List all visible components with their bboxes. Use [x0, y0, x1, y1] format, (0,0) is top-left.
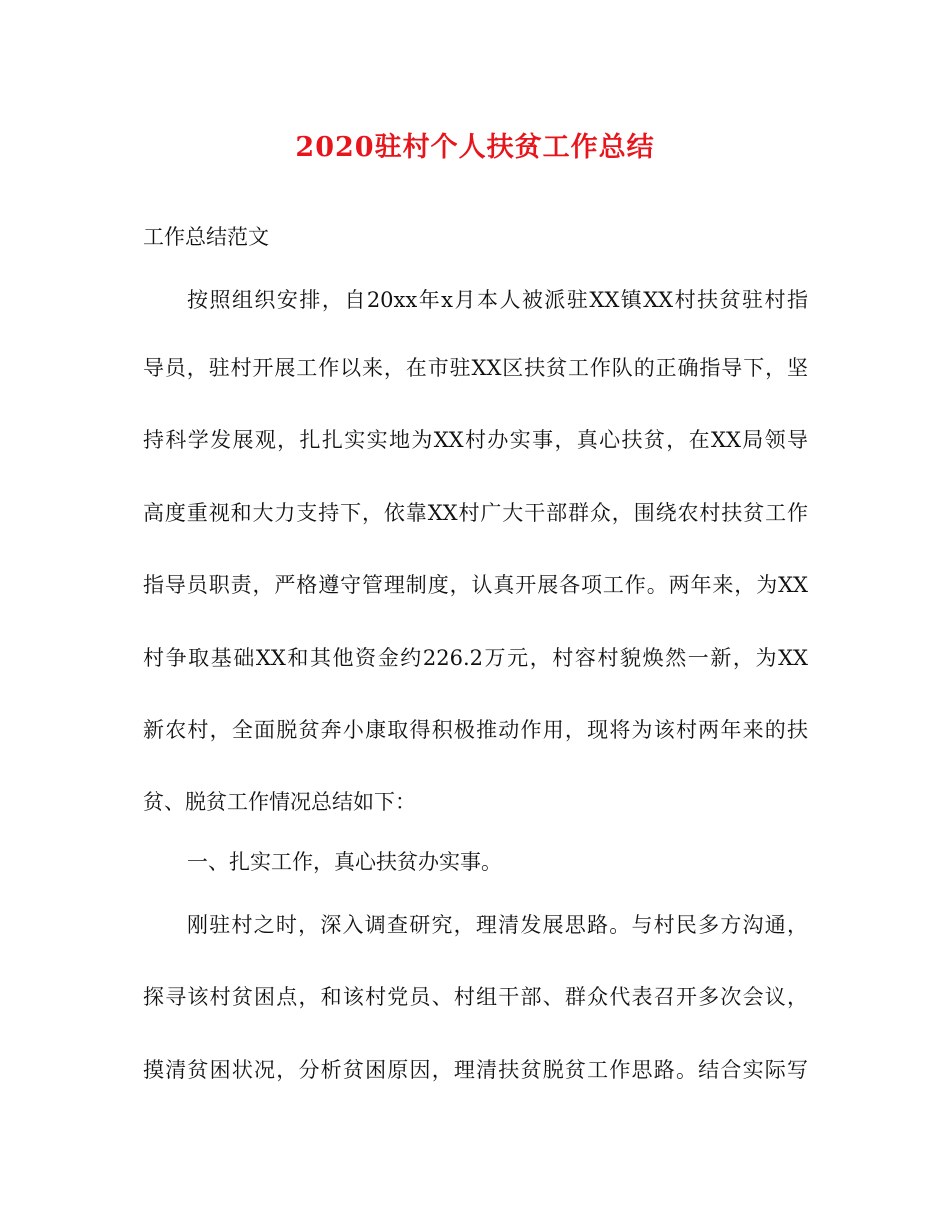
paragraph-line: 摸清贫困状况，分析贫困原因，理清扶贫脱贫工作思路。结合实际写 — [143, 1058, 808, 1082]
paragraph-line: 探寻该村贫困点，和该村党员、村组干部、群众代表召开多次会议， — [143, 985, 808, 1009]
paragraph-line: 导员，驻村开展工作以来，在市驻XX区扶贫工作队的正确指导下，坚 — [143, 356, 808, 380]
paragraph-line: 刚驻村之时，深入调查研究，理清发展思路。与村民多方沟通， — [187, 913, 808, 937]
paragraph-line: 持科学发展观，扎扎实实地为XX村办实事，真心扶贫，在XX局领导 — [143, 428, 808, 452]
document-title: 2020驻村个人扶贫工作总结 — [295, 132, 655, 163]
section-heading: 一、扎实工作，真心扶贫办实事。 — [187, 850, 502, 874]
paragraph-line: 贫、脱贫工作情况总结如下： — [143, 790, 416, 814]
category-label: 工作总结范文 — [143, 225, 269, 249]
paragraph-line: 村争取基础XX和其他资金约226.2万元，村容村貌焕然一新，为XX — [143, 646, 808, 670]
paragraph-line: 按照组织安排，自20xx年x月本人被派驻XX镇XX村扶贫驻村指 — [187, 288, 808, 312]
paragraph-line: 指导员职责，严格遵守管理制度，认真开展各项工作。两年来，为XX — [143, 573, 808, 597]
paragraph-line: 新农村，全面脱贫奔小康取得积极推动作用，现将为该村两年来的扶 — [143, 718, 808, 742]
paragraph-line: 高度重视和大力支持下，依靠XX村广大干部群众，围绕农村扶贫工作 — [143, 501, 808, 525]
